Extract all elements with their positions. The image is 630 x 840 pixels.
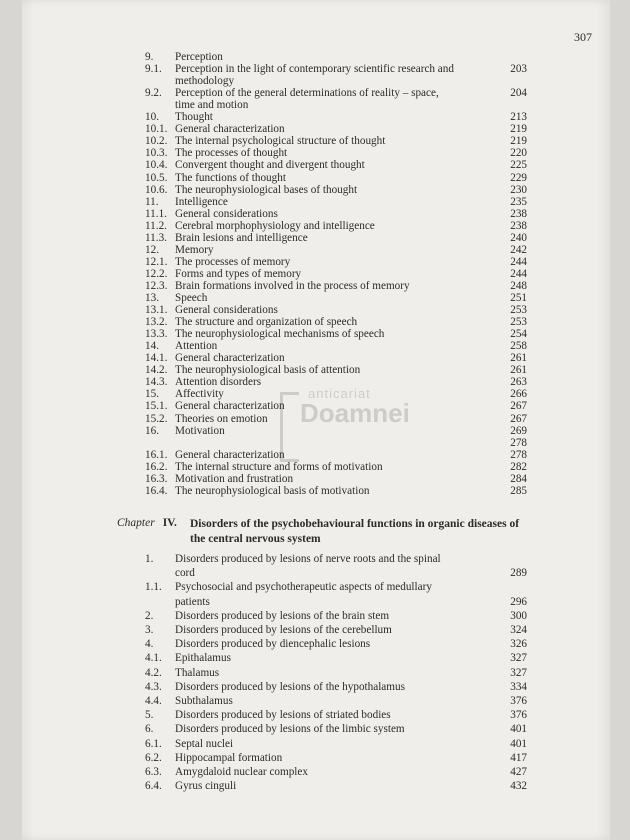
toc-entry-title: Cerebral morphophysiology and intelligence bbox=[175, 219, 375, 232]
chapter-number: IV. bbox=[162, 517, 177, 529]
toc-entry-number: 6.1. bbox=[145, 737, 162, 750]
toc-entry-title: Epithalamus bbox=[175, 652, 231, 665]
toc-entry-number: 2. bbox=[145, 609, 154, 622]
toc-entry-page: 427 bbox=[510, 766, 527, 778]
toc-entry-page: 417 bbox=[510, 751, 527, 764]
toc-entry-title: Affectivity bbox=[175, 388, 224, 401]
toc-entry-page: 204 bbox=[510, 87, 527, 100]
toc-entry-title: Intelligence bbox=[175, 195, 228, 208]
toc-entry-title: Disorders produced by diencephalic lesions bbox=[175, 638, 371, 651]
toc-entry-title: Forms and types of memory bbox=[175, 267, 302, 280]
toc-entry-page: 284 bbox=[510, 472, 527, 485]
toc-entry-number: 4. bbox=[145, 638, 154, 651]
toc-entry-number: 13. bbox=[145, 292, 159, 304]
toc-entry-number: 16.1. bbox=[145, 448, 168, 461]
toc-entry-title: General considerations bbox=[175, 207, 278, 220]
toc-entry-title: Gyrus cinguli bbox=[175, 780, 237, 793]
toc-entry-title: Brain lesions and intelligence bbox=[175, 231, 308, 244]
toc-entry-page: 225 bbox=[510, 159, 527, 172]
toc-entry-number: 10.5. bbox=[145, 171, 168, 184]
page-number: 307 bbox=[574, 30, 592, 44]
toc-entry-number: 14. bbox=[145, 340, 159, 353]
toc-entry-title: Septal nuclei bbox=[175, 737, 234, 750]
toc-entry-page: 263 bbox=[510, 376, 527, 389]
toc-entry-number: 6.3. bbox=[145, 766, 162, 778]
toc-entry-page: 219 bbox=[510, 123, 527, 136]
toc-entry-page: 203 bbox=[510, 63, 527, 76]
toc-entry-number: 11.1. bbox=[145, 207, 167, 220]
toc-entry-title: The processes of memory bbox=[175, 255, 291, 268]
toc-entry-page: 278 bbox=[510, 436, 527, 449]
toc-entry-page: 267 bbox=[510, 400, 527, 413]
toc-entry-title: Brain formations involved in the process of memory bbox=[175, 279, 410, 292]
toc-entry-number: 4.1. bbox=[145, 652, 162, 665]
toc-entry-number: 13.2. bbox=[145, 316, 168, 329]
toc-entry-page: 266 bbox=[510, 388, 527, 401]
toc-entry-number: 16.2. bbox=[145, 460, 168, 473]
toc-entry-page: 253 bbox=[510, 316, 527, 329]
toc-entry-title: General characterization bbox=[175, 448, 285, 461]
toc-entry-number: 6. bbox=[145, 723, 154, 736]
toc-entry-page: 229 bbox=[510, 171, 527, 184]
toc-entry-number: 14.2. bbox=[145, 364, 168, 377]
toc-entry-number: 15. bbox=[145, 388, 159, 401]
toc-entry-title: General characterization bbox=[175, 400, 285, 413]
toc-entry-page: 248 bbox=[510, 279, 527, 292]
toc-entry-number: 16.3. bbox=[145, 472, 168, 485]
toc-entry-title: methodology bbox=[175, 75, 235, 88]
toc-entry-title: General characterization bbox=[175, 123, 285, 136]
toc-entry-title: Disorders produced by lesions of the hypothalamus bbox=[175, 680, 405, 693]
toc-entry-title: Subthalamus bbox=[175, 695, 233, 707]
toc-entry-page: 261 bbox=[510, 364, 527, 377]
toc-entry-page: 220 bbox=[510, 147, 527, 160]
toc-entry-number: 12.1. bbox=[145, 255, 168, 268]
toc-entry-page: 269 bbox=[510, 424, 527, 437]
toc-entry-title: patients bbox=[175, 595, 210, 608]
toc-entry-number: 9.2. bbox=[145, 87, 162, 100]
toc-entry-title: Perception of the general determinations of reality – space, bbox=[175, 87, 439, 100]
toc-entry-page: 324 bbox=[510, 624, 527, 636]
toc-entry-number: 11.3. bbox=[145, 231, 167, 244]
toc-entry-number: 10.6. bbox=[145, 183, 168, 196]
toc-entry-page: 219 bbox=[510, 135, 527, 148]
toc-entry-title: The neurophysiological bases of thought bbox=[175, 183, 358, 196]
toc-entry-title: Attention disorders bbox=[175, 376, 262, 389]
toc-entry-title: Theories on emotion bbox=[175, 412, 268, 425]
toc-entry-number: 14.1. bbox=[145, 352, 168, 365]
toc-entry-number: 10.2. bbox=[145, 135, 168, 148]
toc-entry-page: 244 bbox=[510, 255, 527, 268]
toc-entry-number: 16. bbox=[145, 424, 159, 437]
toc-entry-title: The functions of thought bbox=[175, 171, 286, 184]
toc-entry-title: Motivation and frustration bbox=[175, 472, 294, 485]
toc-entry-number: 13.1. bbox=[145, 304, 168, 317]
toc-entry-number: 15.1. bbox=[145, 400, 168, 413]
toc-entry-number: 15.2. bbox=[145, 412, 168, 425]
toc-entry-title: Psychosocial and psychotherapeutic aspects of medullary bbox=[175, 581, 432, 594]
chapter-label: Chapter bbox=[117, 517, 155, 529]
toc-entry-page: 282 bbox=[510, 460, 527, 473]
toc-entry-title: Disorders produced by lesions of nerve roots and the spinal bbox=[175, 553, 441, 565]
toc-entry-number: 12.2. bbox=[145, 267, 168, 280]
toc-entry-page: 289 bbox=[510, 567, 527, 580]
watermark-line1: anticariat bbox=[308, 386, 371, 401]
toc-entry-page: 376 bbox=[510, 695, 527, 707]
toc-entry-page: 300 bbox=[510, 609, 527, 622]
toc-entry-title: Thalamus bbox=[175, 666, 220, 679]
toc-entry-title: Disorders produced by lesions of the cerebellum bbox=[175, 624, 392, 636]
toc-entry-title: The internal structure and forms of motivation bbox=[175, 460, 383, 473]
toc-entry-page: 285 bbox=[510, 484, 527, 497]
toc-entry-number: 4.3. bbox=[145, 680, 162, 693]
toc-entry-page: 258 bbox=[510, 340, 527, 353]
toc-entry-page: 213 bbox=[510, 111, 527, 124]
toc-entry-number: 9. bbox=[145, 51, 154, 63]
toc-entry-title: Disorders produced by lesions of the brain stem bbox=[175, 609, 390, 622]
toc-entry-title: The internal psychological structure of thought bbox=[175, 135, 386, 148]
toc-entry-title: time and motion bbox=[175, 99, 249, 112]
toc-entry-page: 261 bbox=[510, 352, 527, 365]
toc-entry-number: 9.1. bbox=[145, 63, 162, 76]
toc-entry-title: Convergent thought and divergent thought bbox=[175, 159, 365, 172]
toc-entry-page: 240 bbox=[510, 231, 527, 244]
toc-entry-number: 1. bbox=[145, 553, 154, 565]
toc-chapter4 bbox=[22, 0, 610, 840]
watermark-line2: Doamnei bbox=[300, 398, 410, 428]
toc-entry-page: 242 bbox=[510, 243, 527, 256]
toc-entry-page: 401 bbox=[510, 737, 527, 750]
toc-entry-title: General considerations bbox=[175, 304, 278, 317]
toc-entry-number: 5. bbox=[145, 709, 154, 722]
toc-entry-page: 238 bbox=[510, 219, 527, 232]
toc-entry-page: 253 bbox=[510, 304, 527, 317]
toc-entry-number: 14.3. bbox=[145, 376, 168, 389]
toc-entry-page: 230 bbox=[510, 183, 527, 196]
toc-entry-title: Perception in the light of contemporary scientific research and bbox=[175, 63, 454, 76]
toc-entry-number: 6.2. bbox=[145, 751, 162, 764]
toc-entry-number: 12.3. bbox=[145, 279, 168, 292]
toc-entry-number: 10.3. bbox=[145, 147, 168, 160]
toc-entry-title: Thought bbox=[175, 111, 213, 124]
toc-entry-page: 334 bbox=[510, 680, 527, 693]
toc-entry-title: Hippocampal formation bbox=[175, 751, 283, 764]
toc-entry-page: 254 bbox=[510, 328, 527, 341]
toc-entry-page: 327 bbox=[510, 666, 527, 679]
toc-entry-title: Disorders produced by lesions of striated bodies bbox=[175, 709, 391, 722]
toc-entry-title: General characterization bbox=[175, 352, 285, 365]
toc-entry-title: Disorders produced by lesions of the limbic system bbox=[175, 723, 405, 736]
book-page bbox=[22, 0, 610, 840]
toc-entry-number: 4.4. bbox=[145, 695, 162, 707]
toc-entry-number: 11. bbox=[145, 195, 159, 208]
toc-entry-page: 267 bbox=[510, 412, 527, 425]
toc-entry-number: 10.4. bbox=[145, 159, 168, 172]
toc-entry-title: Amygdaloid nuclear complex bbox=[175, 766, 308, 778]
toc-entry-title: The processes of thought bbox=[175, 147, 288, 160]
toc-entry-page: 244 bbox=[510, 267, 527, 280]
toc-entry-title: Perception bbox=[175, 51, 223, 63]
toc-entry-title: Memory bbox=[175, 243, 214, 256]
toc-entry-page: 432 bbox=[510, 780, 527, 793]
chapter-title: Disorders of the psychobehavioural functions in organic diseases of the central nervous system bbox=[190, 518, 520, 545]
toc-entry-page: 376 bbox=[510, 709, 527, 722]
toc-entry-title: The structure and organization of speech bbox=[175, 316, 358, 329]
toc-entry-number: 16.4. bbox=[145, 484, 168, 497]
toc-entry-number: 10.1. bbox=[145, 123, 168, 136]
toc-entry-number: 12. bbox=[145, 243, 159, 256]
toc-entry-title: The neurophysiological basis of attention bbox=[175, 364, 361, 377]
toc-entry-page: 235 bbox=[510, 195, 527, 208]
toc-entry-page: 296 bbox=[510, 595, 527, 608]
toc-entry-number: 13.3. bbox=[145, 328, 168, 341]
toc-entry-page: 278 bbox=[510, 448, 527, 461]
toc-entry-title: Motivation bbox=[175, 424, 225, 437]
toc-entry-page: 327 bbox=[510, 652, 527, 665]
toc-entry-page: 326 bbox=[510, 638, 527, 651]
toc-entry-number: 3. bbox=[145, 624, 154, 636]
toc-entry-title: Attention bbox=[175, 340, 218, 353]
toc-entry-title: The neurophysiological basis of motivation bbox=[175, 484, 370, 497]
toc-entry-page: 401 bbox=[510, 723, 527, 736]
toc-entry-number: 6.4. bbox=[145, 780, 162, 793]
toc-entry-page: 251 bbox=[510, 292, 527, 304]
toc-entry-title: cord bbox=[175, 567, 195, 580]
toc-entry-title: Speech bbox=[175, 292, 208, 304]
toc-entry-number: 11.2. bbox=[145, 219, 167, 232]
toc-entry-number: 4.2. bbox=[145, 666, 162, 679]
toc-entry-title: The neurophysiological mechanisms of speech bbox=[175, 328, 385, 341]
toc-entry-number: 10. bbox=[145, 111, 159, 124]
toc-entry-page: 238 bbox=[510, 207, 527, 220]
toc-entry-number: 1.1. bbox=[145, 581, 162, 594]
